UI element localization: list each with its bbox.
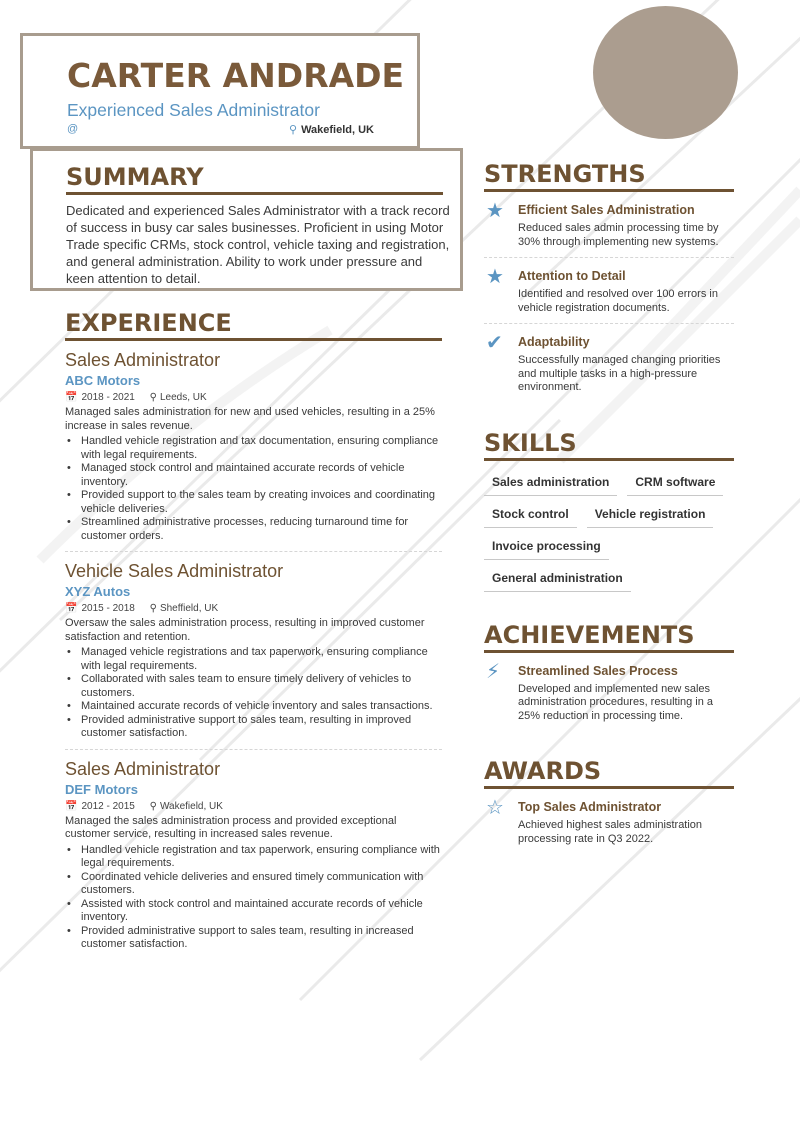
job-company: ABC Motors (65, 373, 141, 388)
job-bullet: • Managed stock control and maintained accurate records of vehicle inventory. (65, 462, 442, 489)
job-bullet: • Handled vehicle registration and tax paperwork, ensuring compliance with legal requirements. (65, 844, 442, 871)
job-meta (65, 602, 442, 616)
candidate-title: Experienced Sales Administrator (67, 100, 320, 120)
summary-heading: SUMMARY (66, 163, 443, 195)
lightning-icon: ⚡︎ (486, 660, 501, 683)
skill-tag: Sales administration (484, 467, 617, 496)
award-title: Top Sales Administrator (518, 800, 662, 814)
map-pin-icon: ⚲ (289, 124, 298, 136)
achievements-section (484, 621, 734, 732)
job-bullet: • Maintained accurate records of vehicle inventory and sales transactions. (65, 700, 442, 714)
job-entry (65, 560, 442, 750)
strengths-section (484, 160, 734, 403)
right-column (484, 160, 734, 880)
job-meta (65, 391, 442, 405)
job-bullet: • Collaborated with sales team to ensure timely delivery of vehicles to customers. (65, 673, 442, 700)
job-bullet: • Managed vehicle registrations and tax paperwork, ensuring compliance with legal requirements. (65, 646, 442, 673)
header-card (20, 33, 420, 149)
job-bullets (65, 435, 442, 543)
star-icon: ★ (486, 266, 504, 288)
contact-row (67, 123, 387, 137)
skills-heading: SKILLS (484, 429, 734, 461)
job-role: Vehicle Sales Administrator (65, 561, 284, 581)
map-pin-icon: ⚲ (149, 392, 157, 403)
calendar-icon: 📅 (65, 392, 78, 403)
strength-title: Adaptability (518, 335, 590, 349)
job-bullet: • Coordinated vehicle deliveries and ensured timely communication with customers. (65, 871, 442, 898)
job-role: Sales Administrator (65, 350, 221, 370)
job-bullet: • Streamlined administrative processes, reducing turnaround time for customer orders. (65, 516, 442, 543)
job-location: Sheffield, UK (159, 603, 219, 614)
job-bullet: • Provided administrative support to sales team, resulting in improved customer satisfaction. (65, 714, 442, 741)
skills-section (484, 429, 734, 595)
achievement-item (484, 653, 734, 732)
award-item (484, 789, 734, 854)
strength-desc: Successfully managed changing priorities and multiple tasks in a high-pressure environment. (518, 354, 721, 393)
job-bullet: • Provided administrative support to sales team, resulting in increased customer satisfaction. (65, 925, 442, 952)
strength-title: Efficient Sales Administration (518, 203, 695, 217)
job-role: Sales Administrator (65, 758, 221, 779)
job-location: Leeds, UK (159, 392, 207, 403)
achievements-heading: ACHIEVEMENTS (484, 621, 734, 653)
job-dates: 2018 - 2021 (81, 392, 135, 403)
job-meta (65, 800, 442, 814)
summary-text: Dedicated and experienced Sales Administrator with a track record of success in busy car sales businesses. Proficient in using Motor Trade specific CRMs, stock control, vehicle taxing and registration, and general administration. Ability to work under pressure and keen attention to detail. (66, 203, 450, 286)
job-description: Oversaw the sales administration process, resulting in improved customer satisfaction and retention. (65, 617, 425, 643)
strength-item (484, 324, 734, 403)
skill-tag: Invoice processing (484, 531, 609, 560)
achievement-title: Streamlined Sales Process (518, 663, 678, 678)
profile-photo-placeholder (593, 6, 738, 139)
map-pin-icon: ⚲ (149, 603, 157, 614)
experience-section (65, 309, 442, 966)
job-location: Wakefield, UK (159, 800, 223, 812)
job-bullets (65, 844, 442, 952)
skills-list (484, 461, 734, 595)
map-pin-icon: ⚲ (149, 800, 157, 812)
star-icon: ★ (486, 200, 504, 222)
calendar-icon: 📅 (65, 800, 78, 812)
awards-heading: AWARDS (484, 757, 734, 789)
job-company: XYZ Autos (65, 584, 131, 599)
candidate-name: CARTER ANDRADE (67, 56, 405, 95)
email-icon[interactable]: @ (67, 123, 79, 135)
job-entry (65, 758, 442, 960)
skill-tag: General administration (484, 563, 631, 592)
achievement-desc: Developed and implemented new sales administration procedures, resulting in a 25% reduction in processing time. (518, 682, 714, 722)
skill-tag: Stock control (484, 499, 577, 528)
job-bullet: • Handled vehicle registration and tax documentation, ensuring compliance with legal requirements. (65, 435, 442, 462)
job-dates: 2012 - 2015 (81, 800, 135, 812)
check-icon: ✔ (486, 332, 503, 354)
award-desc: Achieved highest sales administration processing rate in Q3 2022. (518, 819, 703, 845)
job-bullet: • Provided support to the sales team by creating invoices and coordinating vehicle deliveries. (65, 489, 442, 516)
job-bullets (65, 646, 442, 741)
strength-item (484, 258, 734, 324)
calendar-icon: 📅 (65, 603, 78, 614)
location-text: Wakefield, UK (301, 124, 375, 136)
strength-desc: Identified and resolved over 100 errors in vehicle registration documents. (518, 288, 718, 314)
star-outline-icon: ☆ (486, 797, 504, 819)
job-bullet: • Assisted with stock control and maintained accurate records of vehicle inventory. (65, 898, 442, 925)
job-description: Managed sales administration for new and used vehicles, resulting in a 25% increase in sales revenue. (65, 406, 435, 432)
job-company: DEF Motors (65, 781, 138, 797)
strength-title: Attention to Detail (518, 269, 626, 283)
awards-section (484, 757, 734, 854)
strength-desc: Reduced sales admin processing time by 30% through implementing new systems. (518, 222, 719, 248)
job-entry (65, 349, 442, 552)
location (289, 123, 374, 136)
job-description: Managed the sales administration process and provided exceptional customer service, resulting in increased sales revenue. (65, 814, 397, 840)
strength-item (484, 192, 734, 258)
experience-heading: EXPERIENCE (65, 309, 442, 341)
summary-card (30, 148, 463, 291)
job-dates: 2015 - 2018 (81, 603, 135, 614)
strengths-heading: STRENGTHS (484, 160, 734, 192)
skill-tag: Vehicle registration (587, 499, 714, 528)
skill-tag: CRM software (627, 467, 723, 496)
